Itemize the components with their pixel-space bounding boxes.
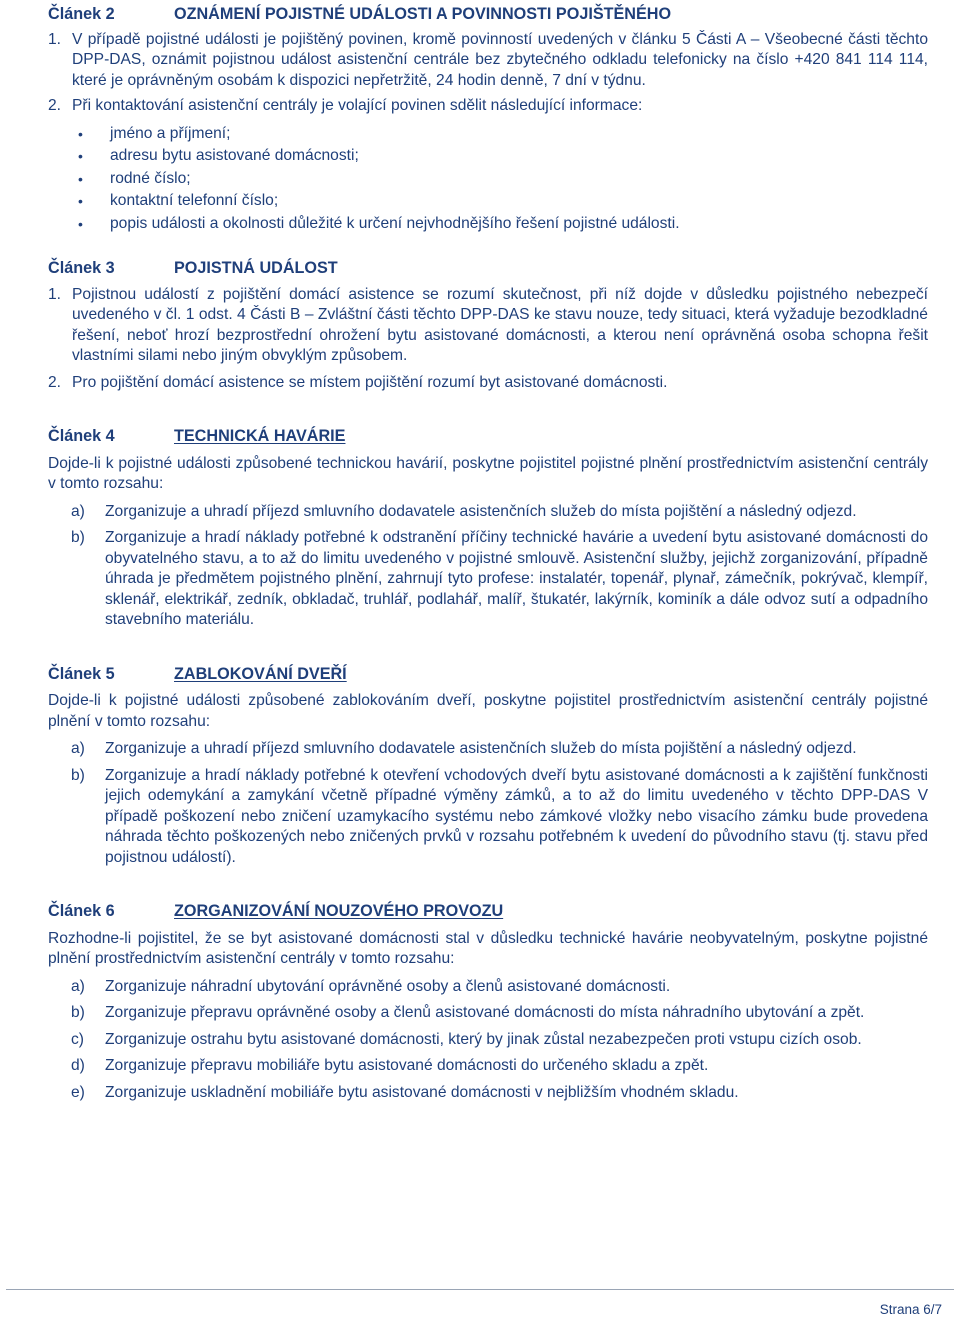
item-letter: e)	[71, 1083, 85, 1101]
item-text: Zorganizuje a hradí náklady potřebné k odstranění příčiny technické havárie a uvedení bytu asistované domácnosti do obyvatelného stavu, a to až do limitu uvedeného v pojistné smlouvě. Asistenční služby, jejichž zorganizování, případně úhrada je předmětem pojistného plnění, zahrnují tyto profese: instalatér, topenář, plynař, zámečník, pokrývač, klempíř, sklenář, elektrikář, zedník, obkladač, truhlář, podlahář, malíř, štukatér, lakýrník, kominík a dále odvoz sutí a odpadního stavebního materiálu.	[105, 529, 928, 628]
lettered-item	[48, 1030, 928, 1051]
list-item: • jméno a příjmení;	[48, 124, 928, 145]
item-number: 1.	[48, 30, 62, 48]
article-title: ZABLOKOVÁNÍ DVEŘÍ	[174, 664, 347, 683]
numbered-item	[48, 96, 928, 117]
page-number: Strana 6/7	[879, 1302, 942, 1317]
item-text: Zorganizuje a uhradí příjezd smluvního dodavatele asistenčních služeb do místa pojištění a následný odjezd.	[105, 502, 857, 520]
list-item: • kontaktní telefonní číslo;	[48, 191, 928, 212]
article-number: Článek 2	[48, 5, 115, 23]
item-letter: a)	[71, 977, 85, 995]
item-text: Zorganizuje uskladnění mobiliáře bytu asistované domácnosti v nejbližším vhodném skladu.	[105, 1083, 739, 1101]
article-intro: Dojde-li k pojistné události způsobené technickou havárií, poskytne pojistitel pojistné plnění prostřednictvím asistenční centrály v tomto rozsahu:	[48, 454, 928, 492]
article-5-heading	[48, 664, 928, 685]
article-title: TECHNICKÁ HAVÁRIE	[174, 427, 346, 445]
lettered-item	[48, 766, 928, 869]
article-6-heading	[48, 901, 928, 922]
article-intro: Dojde-li k pojistné události způsobené zablokováním dveří, poskytne pojistitel prostřednictvím asistenční centrály pojistné plnění v tomto rozsahu:	[48, 692, 928, 730]
footer-divider	[6, 1289, 954, 1290]
numbered-item	[48, 373, 928, 394]
numbered-item	[48, 285, 928, 367]
article-4-heading	[48, 426, 928, 447]
item-letter: b)	[71, 766, 85, 784]
item-text: Zorganizuje náhradní ubytování oprávněné osoby a členů asistované domácnosti.	[105, 977, 671, 995]
article-number: Článek 5	[48, 664, 115, 683]
article-title: ZORGANIZOVÁNÍ NOUZOVÉHO PROVOZU	[174, 902, 504, 920]
article-number: Článek 3	[48, 259, 115, 277]
lettered-item	[48, 1083, 928, 1104]
item-letter: b)	[71, 529, 85, 546]
numbered-item	[48, 30, 928, 92]
lettered-item	[48, 528, 928, 631]
article-title: OZNÁMENÍ POJISTNÉ UDÁLOSTI A POVINNOSTI POJIŠTĚNÉHO	[174, 5, 672, 23]
item-text: Zorganizuje ostrahu bytu asistované domácnosti, který by jinak zůstal nezabezpečen proti vstupu cizích osob.	[105, 1030, 862, 1048]
article-title: POJISTNÁ UDÁLOST	[174, 259, 338, 277]
list-item: • popis události a okolnosti důležité k určení nejvhodnějšího řešení pojistné události.	[48, 214, 928, 235]
item-number: 2.	[48, 373, 62, 391]
item-number: 2.	[48, 97, 62, 114]
lettered-item	[48, 739, 928, 760]
lettered-item	[48, 502, 928, 523]
item-text: V případě pojistné události je pojištěný povinen, kromě povinností uvedených v článku 5 Části A – Všeobecné části těchto DPP-DAS, oznámit pojistnou událost asistenční centrále bez zbytečného odkladu telefonicky na číslo +420 841 114 114, které je oprávněným osobám k dispozici nepřetržitě, 24 hodin denně, 7 dní v týdnu.	[72, 30, 928, 89]
list-item: • rodné číslo;	[48, 169, 928, 190]
article-number: Článek 4	[48, 427, 115, 445]
lettered-item	[48, 1056, 928, 1077]
item-text: Zorganizuje a uhradí příjezd smluvního dodavatele asistenčních služeb do místa pojištění a následný odjezd.	[105, 740, 857, 757]
item-text: Pojistnou událostí z pojištění domácí asistence se rozumí skutečnost, při níž dojde v důsledku pojistného nebezpečí uvedeného v čl. 1 odst. 4 Části B – Zvláštní části těchto DPP-DAS ke stavu nouze, tedy situaci, která vyžaduje bezodkladné řešení, neboť hrozí bezprostřední ohrožení bytu asistované domácnosti, a kterou není oprávněná osoba schopna řešit vlastními silami nebo jiným obvyklým způsobem.	[72, 285, 928, 364]
article-intro: Rozhodne-li pojistitel, že se byt asistované domácnosti stal v důsledku technické havárie neobyvatelným, poskytne pojistné plnění prostřednictvím asistenční centrály v tomto rozsahu:	[48, 929, 928, 967]
article-number: Článek 6	[48, 902, 115, 920]
item-letter: b)	[71, 1004, 85, 1021]
item-letter: a)	[71, 502, 85, 520]
lettered-item	[48, 1003, 928, 1024]
item-text: Zorganizuje a hradí náklady potřebné k otevření vchodových dveří bytu asistované domácnosti a k zajištění funkčnosti jejich odemykání a zamykání včetně případné výměny zámků, a to až do limitu uvedeného v těchto DPP-DAS V případě poškození nebo zničení uzamykacího systému nebo zámkové vložky nebo visacího zámku bude provedena náhrada těchto poškozených nebo zničených prvků v rozsahu potřebném k uvedení do původního stavu (tj. stavu před pojistnou událostí).	[105, 766, 928, 866]
item-letter: a)	[71, 740, 85, 757]
list-item: • adresu bytu asistované domácnosti;	[48, 146, 928, 167]
document-page	[48, 0, 928, 1103]
item-text: Zorganizuje přepravu mobiliáře bytu asistované domácnosti do určeného skladu a zpět.	[105, 1057, 709, 1074]
required-info-list	[48, 124, 928, 235]
article-2-heading	[48, 4, 928, 25]
article-3-heading	[48, 258, 928, 279]
item-number: 1.	[48, 285, 62, 303]
item-letter: d)	[71, 1057, 85, 1074]
item-text: Při kontaktování asistenční centrály je volající povinen sdělit následující informace:	[72, 97, 643, 114]
lettered-item	[48, 977, 928, 998]
item-text: Pro pojištění domácí asistence se místem pojištění rozumí byt asistované domácnosti.	[72, 373, 668, 391]
item-letter: c)	[71, 1030, 84, 1048]
item-text: Zorganizuje přepravu oprávněné osoby a členů asistované domácnosti do místa náhradního ubytování a zpět.	[105, 1004, 865, 1021]
